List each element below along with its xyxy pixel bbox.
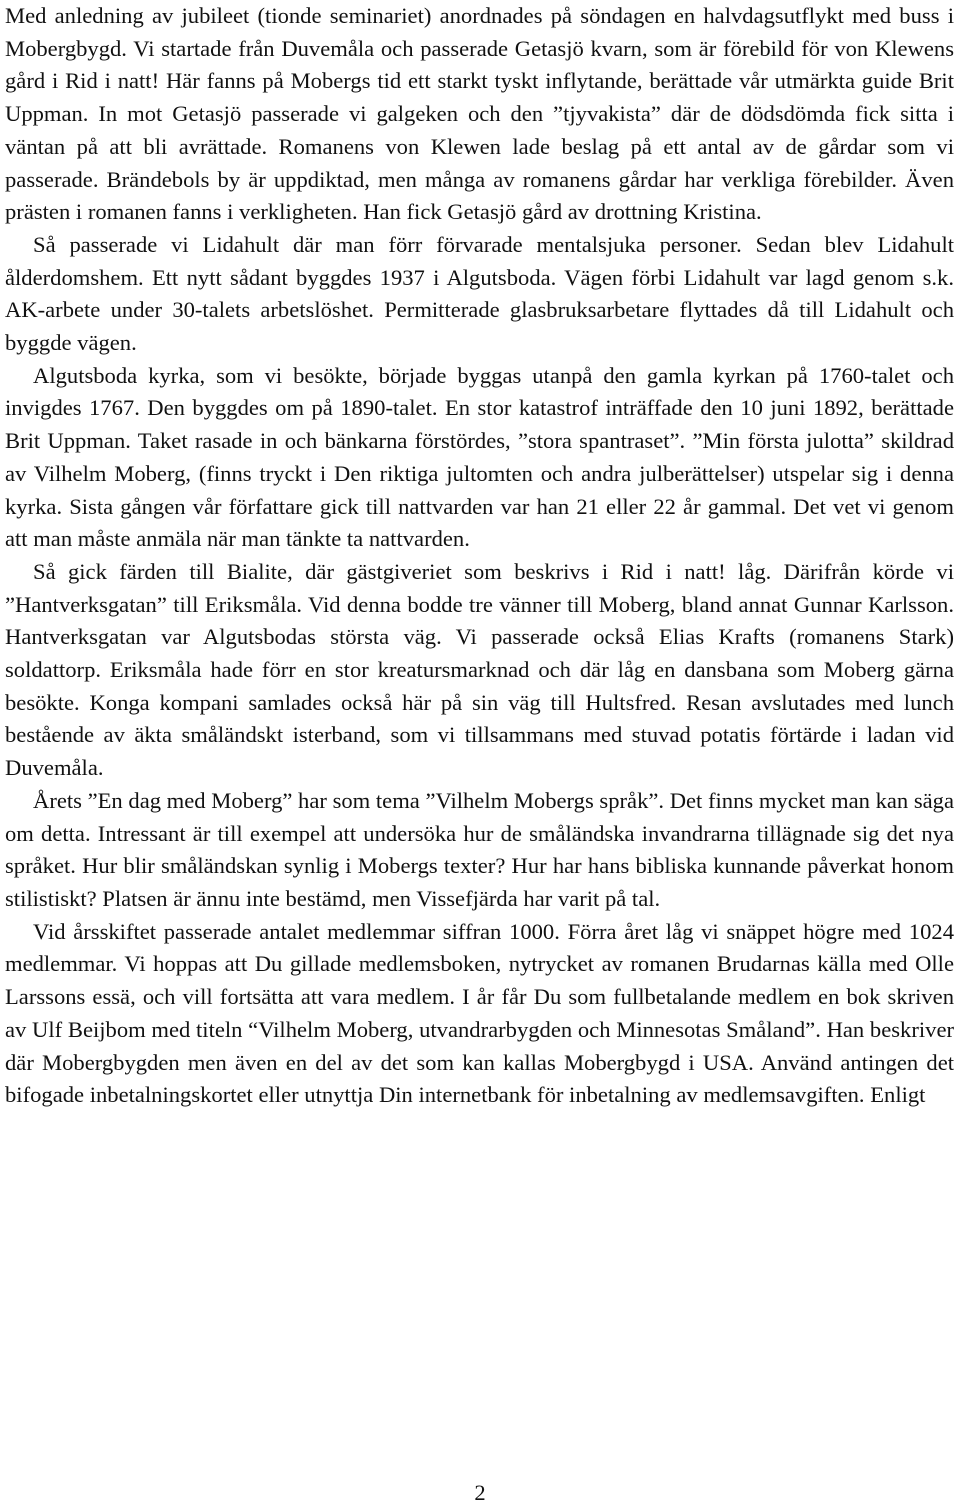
paragraph-algutsboda-church: Algutsboda kyrka, som vi besökte, började byggas utanpå den gamla kyrkan på 1760-talet och invigdes 1767. Den byggdes om på 1890-talet. En stor katastrof inträffade den 10 juni 1892, berättade Brit Uppman. Taket rasade in och bänkarna förstördes, ”stora spantraset”. ”Min första julotta” skildrad av Vilhelm Moberg, (finns tryckt i Den riktiga jultomten och andra julberättelser) utspelar sig i denna kyrka. Sista gången vår författare gick till nattvarden var han 21 eller 22 år gammal. Det vet vi genom att man måste anmäla när man tänkte ta nattvarden.	[5, 362, 954, 552]
paragraph-excursion: Med anledning av jubileet (tionde seminariet) anordnades på söndagen en halvdagsutflykt med buss i Mobergbygd. Vi startade från Duvemåla och passerade Getasjö kvarn, som är förebild för von Klewens gård i Rid i natt! Här fanns på Mobergs tid ett starkt tyskt inflytande, berättade vår utmärkta guide Brit Uppman. In mot Getasjö passerade vi galgeken och den ”tjyvakista” där de dödsdömda fick sitta i väntan på att bli avrättade. Romanens von Klewen lade beslag på ett antal av de gårdar som vi passerade. Brändebols by är uppdiktad, men många av romanens gårdar har verkliga förebilder. Även prästen i romanen fanns i verkligheten. Han fick Getasjö gård av drottning Kristina.	[5, 3, 954, 225]
paragraph-membership: Vid årsskiftet passerade antalet medlemmar siffran 1000. Förra året låg vi snäppet högre med 1024 medlemmar. Vi hoppas att Du gillade medlemsboken, nytrycket av romanen Brudarnas källa med Olle Larssons essä, och vill fortsätta att vara medlem. I år får Du som fullbetalande medlem en bok skriven av Ulf Beijbom med titeln “Vilhelm Moberg, utvandrarbygden och Minnesotas Småland”. Han beskriver där Mobergbygden men även en del av det som kan kallas Mobergbygd i USA. Använd antingen det bifogade inbetalningskortet eller utnyttja Din internetbank för inbetalning av medlemsavgiften. Enligt	[5, 918, 954, 1108]
page-number: 2	[474, 1480, 486, 1505]
paragraph-bialite: Så gick färden till Bialite, där gästgiveriet som beskrivs i Rid i natt! låg. Därifrån körde vi ”Hantverksgatan” till Eriksmåla. Vid denna bodde tre vänner till Moberg, bland annat Gunnar Karlsson. Hantverksgatan var Algutsbodas största väg. Vi passerade också Elias Krafts (romanens Stark) soldattorp. Eriksmåla hade förr en stor kreatursmarknad och där låg en dansbana som Moberg gärna besökte. Konga kompani samlades också här på sin väg till Hultsfred. Resan avslutades med lunch bestående av äkta småländskt isterband, som vi tillsammans med stuvad potatis förtärde i ladan vid Duvemåla.	[5, 558, 954, 781]
paragraph-lidahult: Så passerade vi Lidahult där man förr förvarade mentalsjuka personer. Sedan blev Lidahult ålderdomshem. Ett nytt sådant byggdes 1937 i Algutsboda. Vägen förbi Lidahult var lagd genom s.k. AK-arbete under 30-talets arbetslöshet. Permitterade glasbruksarbetare flyttades då till Lidahult och byggde vägen.	[5, 231, 954, 356]
document-body	[5, 0, 954, 1112]
paragraph-day-with-moberg: Årets ”En dag med Moberg” har som tema ”Vilhelm Mobergs språk”. Det finns mycket man kan säga om detta. Intressant är till exempel att undersöka hur de småländska invandrarna tillägnade sig det nya språket. Hur blir småländskan synlig i Mobergs texter? Hur har hans bibliska kunnande påverkat honom stilistiskt? Platsen är ännu inte bestämd, men Vissefjärda har varit på tal.	[5, 787, 954, 911]
